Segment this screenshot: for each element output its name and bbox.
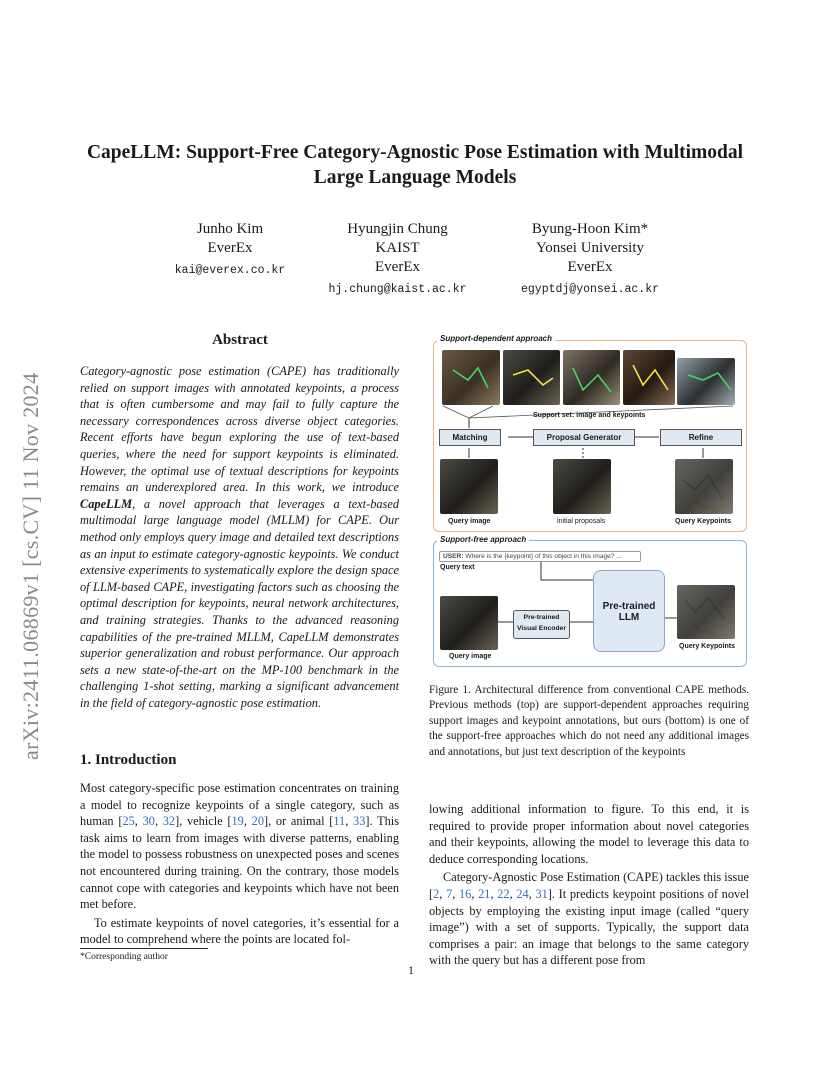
abstract-part: , a novel approach that leverages a text-based multimodal large language model (MLLM) for CAPE. Our method only employs query image and detailed text descriptions as an input to estimate category-agnostic keypoints. We conduct extensive experiments to systematically explore the design space of LLM-based CAPE, investigating factors such as choosing the optimal description for keypoints, neural network architectures, and training strategies. Thanks to the advanced reasoning capabilities of the pre-trained MLLM, CapeLLM demonstrates superior generalization and robust performance. Our approach sets a new state-of-the-art on the MP-100 benchmark in the challenging 1-shot setting, marking a significant advancement in the field of category-agnostic pose estimation. (80, 496, 399, 710)
panel-title: Support-free approach (437, 535, 529, 544)
author-3 (505, 220, 675, 299)
author-affiliation: KAIST (375, 240, 420, 256)
citation-link[interactable]: 21 (478, 886, 491, 901)
author-1 (150, 220, 310, 280)
intro-left-column (80, 780, 399, 948)
skeleton-overlay (688, 373, 731, 390)
citation-link[interactable]: 24 (516, 886, 529, 901)
author-affiliation: EverEx (567, 259, 613, 275)
matching-box: Matching (439, 429, 501, 446)
author-email[interactable]: kai@everex.co.kr (174, 264, 286, 277)
arxiv-side-label: arXiv:2411.06869v1 [cs.CV] 11 Nov 2024 (18, 372, 43, 760)
paper-title (70, 140, 760, 190)
refine-box: Refine (660, 429, 742, 446)
intro-paragraph-2: To estimate keypoints of novel categories, it’s essential for a model to comprehend where the points are located fol- (80, 915, 399, 947)
query-image-label: Query image (449, 653, 492, 660)
query-keypoints-label: Query Keypoints (675, 518, 732, 525)
author-name: Hyungjin Chung (347, 221, 448, 237)
abstract-heading: Abstract (212, 332, 268, 348)
text-run: ], or animal [ (263, 814, 334, 829)
title-line-2: Large Language Models (313, 167, 517, 188)
abstract-text (80, 363, 399, 711)
proposal-generator-box: Proposal Generator (533, 429, 635, 446)
text-run: Most category-specific pose estimation concentrates on training a model to recognize keypoints of a single category, such as human [ (80, 781, 399, 829)
method-name: CapeLLM (80, 496, 133, 511)
citation-link[interactable]: 7 (446, 886, 453, 901)
support-set-label: Support set: image and keypoints (533, 412, 646, 419)
query-image-label: Query image (448, 518, 491, 525)
encoder-label: Pre-trained (523, 614, 560, 621)
right-paragraph-1: lowing additional information to figure. To this end, it is required to provide proper information about novel categories and their keypoints, allowing the model to leverage this data to deduce corresponding locations. (429, 802, 749, 866)
citation-link[interactable]: 11 (333, 814, 346, 829)
citation-link[interactable]: 20 (251, 814, 264, 829)
panel-title: Support-dependent approach (437, 334, 555, 343)
query-image (440, 596, 498, 650)
citation-link[interactable]: 19 (231, 814, 244, 829)
text-run: ]. It predicts keypoint positions of novel objects by employing the existing input image (called “query image”) with a set of supports. Typically, the support data comprises a pair: an image that belongs to the same category with the query but has a different pose from (429, 886, 750, 968)
citation-link[interactable]: 2 (433, 886, 440, 901)
query-keypoints-image (677, 585, 735, 639)
citation-link[interactable]: 32 (162, 814, 176, 829)
encoder-label: Visual Encoder (517, 625, 566, 632)
llm-label: Pre-trained (602, 601, 656, 612)
abstract-part: Category-agnostic pose estimation (CAPE) has traditionally relied on support images with annotated keypoints, a process that is often cumbersome and may fail to fully capture the necessary correspondences across diverse object categories. Recent efforts have begun exploring the use of text-based queries, where the need for support keypoints is eliminated. However, the optimal use of textual descriptions for keypoints remains an underexplored area. In this work, we introduce (80, 364, 399, 495)
query-image (440, 459, 498, 514)
llm-label: LLM (618, 612, 640, 623)
author-email[interactable]: egyptdj@yonsei.ac.kr (520, 283, 660, 296)
citation-link[interactable]: 33 (353, 814, 366, 829)
intro-right-column (429, 801, 749, 969)
right-paragraph-2: Category-Agnostic Pose Estimation (CAPE) tackles this issue [2, 7, 16, 21, 22, 24, 31]. It predicts keypoint positions of novel objects by employing the existing input image (called “query image”) with a set of supports. Typically, the support data comprises a pair: an image that belongs to the same category with the query but has a different pose from (429, 870, 750, 968)
skeleton-overlay (633, 365, 668, 390)
initial-proposals-image (553, 459, 611, 514)
text-run: ]. This task aims to learn from images with diverse patterns, enabling the model to possess robustness on unexpected poses and scenes not encountered during training. On the contrary, those models cannot cope with categories and keypoints which have not been met before. (80, 814, 400, 912)
author-affiliation: EverEx (207, 240, 253, 256)
author-2 (315, 220, 480, 299)
citation-link[interactable]: 31 (535, 886, 548, 901)
query-text-label: Query text (440, 564, 475, 571)
llm-box (593, 570, 665, 652)
author-name: Junho Kim (196, 221, 264, 237)
page-number: 1 (408, 963, 414, 977)
visual-encoder-box (513, 610, 570, 639)
query-keypoints-image (675, 459, 733, 514)
author-name: Byung-Hoon Kim* (531, 221, 649, 237)
initial-proposals-label: initial proposals (557, 518, 606, 525)
query-keypoints-label: Query Keypoints (679, 643, 736, 650)
skeleton-overlay (573, 368, 611, 392)
user-prefix: USER: (443, 553, 464, 560)
figure-caption: Figure 1. Architectural difference from conventional CAPE methods. Previous methods (top) are support-dependent approaches requiring support images and keypoint annotations, but ours (bottom) is one of the support-free approaches which do not need any additional images and annotations, but just text description of the keypoints (429, 684, 749, 758)
author-email[interactable]: hj.chung@kaist.ac.kr (328, 283, 467, 296)
text-run: ], vehicle [ (175, 814, 232, 829)
footnote-rule (80, 948, 208, 949)
user-query-text: Where is the {keypoint} of this object in this image? ... (463, 553, 622, 560)
intro-paragraph-1: Most category-specific pose estimation concentrates on training a model to recognize keypoints of a single category, such as human [25, 30, 32], vehicle [19, 20], or animal [11, 33]. This task aims to learn from images with diverse patterns, enabling the model to possess robustness on unexpected poses and scenes not encountered during training. On the contrary, those models cannot cope with categories and keypoints which have not been met before. (80, 781, 400, 912)
citation-link[interactable]: 16 (459, 886, 472, 901)
skeleton-overlay (453, 368, 488, 388)
author-affiliation: Yonsei University (535, 240, 645, 256)
citation-link[interactable]: 25 (122, 814, 135, 829)
author-affiliation: EverEx (375, 259, 420, 275)
section-heading: 1. Introduction (80, 752, 177, 768)
citation-link[interactable]: 22 (497, 886, 510, 901)
text-run: Category-Agnostic Pose Estimation (CAPE) tackles this issue [ (429, 870, 749, 901)
title-line-1: CapeLLM: Support-Free Category-Agnostic Pose Estimation with Multimodal (86, 142, 744, 163)
skeleton-overlay (513, 370, 553, 385)
citation-link[interactable]: 30 (142, 814, 155, 829)
arrow (541, 562, 593, 580)
footnote: *Corresponding author (80, 952, 168, 962)
